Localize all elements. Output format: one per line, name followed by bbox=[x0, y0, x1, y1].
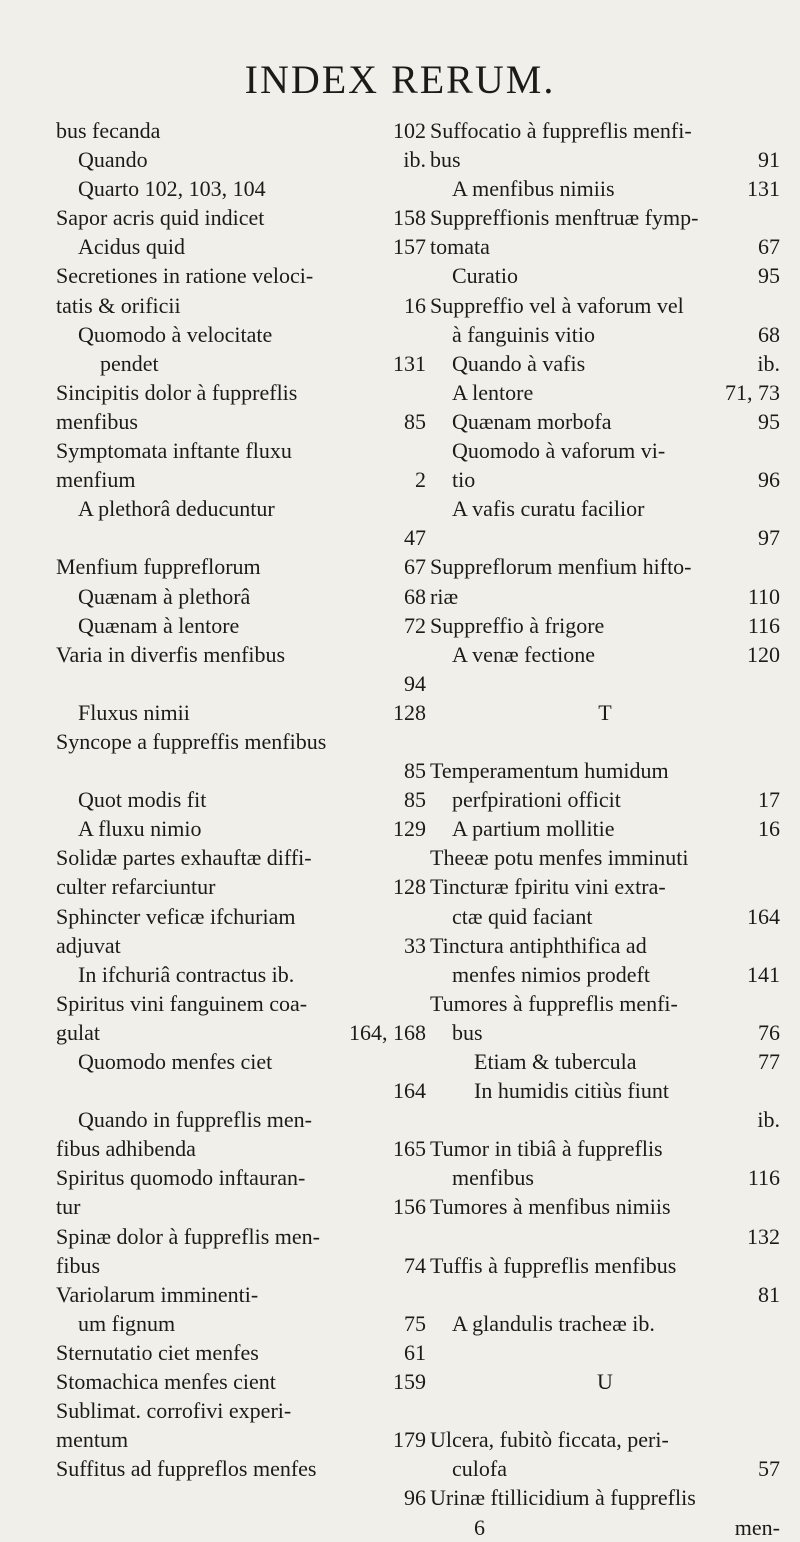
index-entry bbox=[430, 843, 780, 872]
index-entry bbox=[56, 1454, 426, 1483]
index-entry bbox=[56, 1222, 426, 1251]
entry-text: mentum bbox=[56, 1427, 129, 1453]
index-entry bbox=[56, 669, 426, 698]
entry-page-ref: 159 bbox=[393, 1369, 426, 1395]
entry-page-ref: 96 bbox=[404, 1485, 426, 1511]
index-entry bbox=[430, 291, 780, 320]
entry-page-ref: 71, 73 bbox=[725, 379, 780, 405]
entry-text: perfpirationi officit bbox=[452, 787, 621, 813]
index-entry bbox=[56, 582, 426, 611]
entry-text: Acidus quid bbox=[78, 234, 185, 260]
entry-page-ref: 75 bbox=[404, 1310, 426, 1336]
index-entry bbox=[430, 203, 780, 232]
entry-page-ref: 116 bbox=[747, 1165, 780, 1191]
index-entry bbox=[430, 116, 780, 145]
entry-text: Quænam à plethorâ bbox=[78, 583, 251, 609]
index-entry bbox=[430, 582, 780, 611]
index-entry bbox=[430, 756, 780, 785]
entry-text: A glandulis tracheæ ib. bbox=[452, 1310, 655, 1336]
entry-text: Curatio bbox=[452, 263, 518, 289]
entry-text: Tumores à menfibus nimiis bbox=[430, 1194, 671, 1220]
index-entry bbox=[56, 552, 426, 581]
index-entry bbox=[430, 261, 780, 290]
index-entry bbox=[430, 814, 780, 843]
index-entry bbox=[430, 1192, 780, 1221]
entry-page-ref: 164 bbox=[747, 903, 780, 929]
index-entry bbox=[430, 1483, 780, 1512]
entry-page-ref: 91 bbox=[758, 147, 780, 173]
entry-text: Suppreflorum menfium hifto- bbox=[430, 554, 692, 580]
index-entry bbox=[56, 640, 426, 669]
index-entry bbox=[430, 1425, 780, 1454]
entry-text: Tumores à fuppreflis menfi- bbox=[430, 990, 678, 1016]
entry-text: Sapor acris quid indicet bbox=[56, 205, 265, 231]
entry-text: pendet bbox=[100, 350, 159, 376]
index-entry bbox=[56, 756, 426, 785]
index-entry bbox=[430, 436, 780, 465]
entry-text: Suppreffionis menftruæ fymp- bbox=[430, 205, 699, 231]
index-entry bbox=[56, 698, 426, 727]
page-header: INDEX RERUM. bbox=[244, 57, 556, 102]
entry-text: Quomodo à vaforum vi- bbox=[452, 438, 666, 464]
index-entry bbox=[56, 931, 426, 960]
entry-text: ctæ quid faciant bbox=[452, 903, 593, 929]
index-entry bbox=[430, 145, 780, 174]
entry-text: Suffocatio à fuppreflis menfi- bbox=[430, 118, 692, 143]
index-entry bbox=[56, 1047, 426, 1076]
entry-text: Sincipitis dolor à fuppreflis bbox=[56, 379, 298, 405]
entry-text: menfibus bbox=[452, 1165, 534, 1191]
index-entry bbox=[430, 320, 780, 349]
entry-page-ref: 68 bbox=[758, 321, 780, 347]
entry-text: A partium mollitie bbox=[452, 816, 615, 842]
index-entry bbox=[56, 145, 426, 174]
entry-page-ref: 2 bbox=[415, 467, 426, 493]
section-letter: U bbox=[597, 1369, 613, 1395]
entry-text: Urinæ ftillicidium à fuppreflis bbox=[430, 1485, 696, 1511]
entry-text: Quomodo à velocitate bbox=[78, 321, 273, 347]
entry-page-ref: 131 bbox=[393, 350, 426, 376]
entry-text: Solidæ partes exhauftæ diffi- bbox=[56, 845, 312, 871]
index-entry bbox=[430, 872, 780, 901]
entry-page-ref: 68 bbox=[404, 583, 426, 609]
entry-page-ref: 17 bbox=[758, 787, 780, 813]
entry-text: Menfium fuppreflorum bbox=[56, 554, 261, 580]
index-entry bbox=[56, 1134, 426, 1163]
index-entry bbox=[56, 611, 426, 640]
index-entry bbox=[56, 320, 426, 349]
index-entry bbox=[430, 465, 780, 494]
entry-text: Symptomata inftante fluxu bbox=[56, 438, 292, 464]
entry-page-ref: 131 bbox=[747, 176, 780, 202]
entry-page-ref: 85 bbox=[404, 787, 426, 813]
entry-text: A fluxu nimio bbox=[78, 816, 202, 842]
entry-page-ref: 77 bbox=[758, 1049, 780, 1074]
index-entry bbox=[430, 1280, 780, 1309]
index-entry bbox=[56, 1163, 426, 1192]
index-entry bbox=[56, 1192, 426, 1221]
entry-text: Tincturæ fpiritu vini extra- bbox=[430, 874, 666, 900]
index-entry bbox=[56, 1018, 426, 1047]
entry-text: Quænam à lentore bbox=[78, 612, 240, 638]
index-entry bbox=[56, 1105, 426, 1134]
index-entry bbox=[56, 465, 426, 494]
entry-text: Tumor in tibiâ à fuppreflis bbox=[430, 1136, 663, 1162]
index-entry bbox=[430, 1338, 780, 1367]
entry-page-ref: 129 bbox=[393, 816, 426, 842]
entry-text: Suppreffio vel à vaforum vel bbox=[430, 292, 684, 318]
index-entry bbox=[430, 960, 780, 989]
entry-page-ref: 110 bbox=[747, 583, 780, 609]
index-entry bbox=[430, 669, 780, 698]
entry-page-ref: 165 bbox=[393, 1136, 426, 1162]
index-entry bbox=[56, 1483, 426, 1512]
entry-text: A venæ fectione bbox=[452, 641, 595, 667]
index-entry bbox=[430, 1134, 780, 1163]
index-entry bbox=[56, 116, 426, 145]
entry-page-ref: men- bbox=[734, 1514, 780, 1540]
entry-text: A lentore bbox=[452, 379, 534, 405]
index-entry bbox=[430, 174, 780, 203]
entry-text: In humidis citiùs fiunt bbox=[474, 1078, 669, 1104]
entry-text: Sublimat. corrofivi experi- bbox=[56, 1398, 292, 1424]
entry-page-ref: 16 bbox=[404, 292, 426, 318]
index-entry bbox=[56, 1076, 426, 1105]
entry-page-ref: 132 bbox=[747, 1223, 780, 1249]
index-entry bbox=[430, 1251, 780, 1280]
index-entry bbox=[56, 843, 426, 872]
entry-text: A plethorâ deducuntur bbox=[78, 496, 275, 522]
entry-page-ref: 157 bbox=[393, 234, 426, 260]
entry-page-ref: 61 bbox=[404, 1339, 426, 1365]
index-entry bbox=[56, 523, 426, 552]
index-entry bbox=[56, 174, 426, 203]
index-entry bbox=[56, 902, 426, 931]
entry-page-ref: ib. bbox=[757, 1107, 780, 1133]
entry-page-ref: 96 bbox=[758, 467, 780, 493]
entry-text: Stomachica menfes cient bbox=[56, 1369, 276, 1395]
entry-page-ref: 120 bbox=[747, 641, 780, 667]
entry-page-ref: 81 bbox=[758, 1281, 780, 1307]
entry-page-ref: 16 bbox=[758, 816, 780, 842]
index-entry bbox=[56, 232, 426, 261]
index-entry bbox=[430, 494, 780, 523]
entry-text: Spiritus quomodo inftauran- bbox=[56, 1165, 306, 1191]
entry-page-ref: 95 bbox=[758, 408, 780, 434]
index-entry bbox=[430, 1105, 780, 1134]
entry-text: adjuvat bbox=[56, 932, 121, 958]
index-entry bbox=[56, 291, 426, 320]
index-entry bbox=[430, 902, 780, 931]
index-entry bbox=[56, 1280, 426, 1309]
entry-text: A menfibus nimiis bbox=[452, 176, 615, 202]
entry-text: fibus adhibenda bbox=[56, 1136, 196, 1162]
entry-page-ref: 57 bbox=[758, 1456, 780, 1482]
entry-text: Quando bbox=[78, 147, 148, 173]
index-entry bbox=[56, 989, 426, 1018]
entry-text: culofa bbox=[452, 1456, 507, 1482]
index-entry bbox=[430, 349, 780, 378]
index-entry bbox=[430, 407, 780, 436]
entry-text: Quando in fuppreflis men- bbox=[78, 1107, 312, 1133]
index-entry bbox=[430, 378, 780, 407]
entry-text: menfibus bbox=[56, 408, 138, 434]
index-entry bbox=[430, 785, 780, 814]
entry-text: Fluxus nimii bbox=[78, 699, 190, 725]
entry-text: Spinæ dolor à fuppreflis men- bbox=[56, 1223, 320, 1249]
index-entry bbox=[56, 1425, 426, 1454]
entry-text: Quænam morbofa bbox=[452, 408, 612, 434]
index-entry bbox=[56, 872, 426, 901]
entry-text: menfes nimios prodeft bbox=[452, 961, 650, 987]
section-letter: T bbox=[598, 699, 612, 725]
index-entry bbox=[56, 1338, 426, 1367]
entry-text: Spiritus vini fanguinem coa- bbox=[56, 990, 308, 1016]
entry-text: Suppreffio à frigore bbox=[430, 612, 605, 638]
index-entry bbox=[430, 523, 780, 552]
entry-text: à fanguinis vitio bbox=[452, 321, 595, 347]
index-entry bbox=[430, 1396, 780, 1425]
entry-text: Temperamentum humidum bbox=[430, 758, 669, 784]
index-entry bbox=[56, 1309, 426, 1338]
entry-page-ref: 128 bbox=[393, 699, 426, 725]
entry-text: menfium bbox=[56, 467, 136, 493]
entry-text: Sphincter veficæ ifchuriam bbox=[56, 903, 296, 929]
entry-text: Quomodo menfes ciet bbox=[78, 1049, 273, 1074]
entry-page-ref: 67 bbox=[404, 554, 426, 580]
entry-page-ref: 67 bbox=[758, 234, 780, 260]
entry-page-ref: 164, 168 bbox=[349, 1019, 426, 1045]
entry-text: bus bbox=[430, 147, 461, 173]
index-entry bbox=[430, 1076, 780, 1105]
entry-text: tatis & orificii bbox=[56, 292, 181, 318]
entry-text: um fignum bbox=[78, 1310, 176, 1336]
entry-text: riæ bbox=[430, 583, 459, 609]
entry-text: Varia in diverfis menfibus bbox=[56, 641, 286, 667]
entry-text: Ulcera, fubitò ficcata, peri- bbox=[430, 1427, 669, 1453]
entry-text: Quarto 102, 103, 104 bbox=[78, 176, 266, 202]
right-column bbox=[430, 116, 780, 1542]
entry-page-ref: 156 bbox=[393, 1194, 426, 1220]
entry-page-ref: 72 bbox=[404, 612, 426, 638]
entry-page-ref: 116 bbox=[747, 612, 780, 638]
index-entry bbox=[56, 814, 426, 843]
entry-page-ref: 179 bbox=[393, 1427, 426, 1453]
index-entry bbox=[430, 931, 780, 960]
index-entry bbox=[56, 407, 426, 436]
entry-text: Etiam & tubercula bbox=[474, 1049, 637, 1074]
entry-page-ref: 158 bbox=[393, 205, 426, 231]
left-column bbox=[56, 116, 426, 1513]
entry-page-ref: 74 bbox=[404, 1252, 426, 1278]
index-entry bbox=[430, 1513, 780, 1542]
entry-page-ref: 33 bbox=[404, 932, 426, 958]
entry-page-ref: 94 bbox=[404, 670, 426, 696]
entry-text: 6 bbox=[474, 1514, 485, 1540]
entry-page-ref: ib. bbox=[403, 147, 426, 173]
entry-page-ref: ib. bbox=[757, 350, 780, 376]
index-entry bbox=[430, 611, 780, 640]
entry-text: tomata bbox=[430, 234, 490, 260]
index-entry bbox=[56, 378, 426, 407]
index-entry bbox=[430, 1047, 780, 1076]
entry-text: A vafis curatu facilior bbox=[452, 496, 645, 522]
index-entry bbox=[56, 960, 426, 989]
entry-page-ref: 164 bbox=[393, 1078, 426, 1104]
index-entry bbox=[56, 1396, 426, 1425]
index-entry bbox=[430, 1309, 780, 1338]
index-entry bbox=[56, 261, 426, 290]
entry-page-ref: 85 bbox=[404, 758, 426, 784]
entry-page-ref: 76 bbox=[758, 1019, 780, 1045]
index-entry bbox=[430, 1018, 780, 1047]
entry-text: Variolarum imminenti- bbox=[56, 1281, 259, 1307]
entry-page-ref: 102 bbox=[393, 118, 426, 143]
entry-page-ref: 97 bbox=[758, 525, 780, 551]
index-entry bbox=[56, 1251, 426, 1280]
index-entry bbox=[430, 1163, 780, 1192]
entry-page-ref: 141 bbox=[747, 961, 780, 987]
entry-page-ref: 95 bbox=[758, 263, 780, 289]
entry-text: culter refarciuntur bbox=[56, 874, 216, 900]
entry-text: Secretiones in ratione veloci- bbox=[56, 263, 314, 289]
index-entry bbox=[56, 349, 426, 378]
entry-text: Quot modis fit bbox=[78, 787, 207, 813]
index-entry bbox=[430, 727, 780, 756]
entry-page-ref: 128 bbox=[393, 874, 426, 900]
index-entry bbox=[56, 727, 426, 756]
entry-text: bus bbox=[452, 1019, 483, 1045]
index-entry bbox=[56, 203, 426, 232]
entry-text: Quando à vafis bbox=[452, 350, 586, 376]
entry-page-ref: 47 bbox=[404, 525, 426, 551]
index-entry bbox=[56, 785, 426, 814]
index-entry bbox=[430, 552, 780, 581]
entry-text: gulat bbox=[56, 1019, 100, 1045]
entry-text: bus fecanda bbox=[56, 118, 161, 143]
index-entry bbox=[430, 989, 780, 1018]
entry-text: In ifchuriâ contractus ib. bbox=[78, 961, 295, 987]
index-entry bbox=[430, 640, 780, 669]
entry-page-ref: 85 bbox=[404, 408, 426, 434]
entry-text: tur bbox=[56, 1194, 81, 1220]
entry-text: Tinctura antiphthifica ad bbox=[430, 932, 647, 958]
entry-text: Syncope a fuppreffis menfibus bbox=[56, 728, 327, 754]
entry-text: tio bbox=[452, 467, 476, 493]
entry-text: Suffitus ad fuppreflos menfes bbox=[56, 1456, 317, 1482]
entry-text: Theeæ potu menfes imminuti bbox=[430, 845, 689, 871]
index-entry bbox=[430, 232, 780, 261]
entry-text: fibus bbox=[56, 1252, 100, 1278]
index-entry bbox=[430, 1222, 780, 1251]
entry-text: Tuffis à fuppreflis menfibus bbox=[430, 1252, 677, 1278]
index-entry bbox=[56, 1367, 426, 1396]
entry-text: Sternutatio ciet menfes bbox=[56, 1339, 259, 1365]
index-entry bbox=[56, 436, 426, 465]
index-entry bbox=[430, 1454, 780, 1483]
index-entry bbox=[56, 494, 426, 523]
